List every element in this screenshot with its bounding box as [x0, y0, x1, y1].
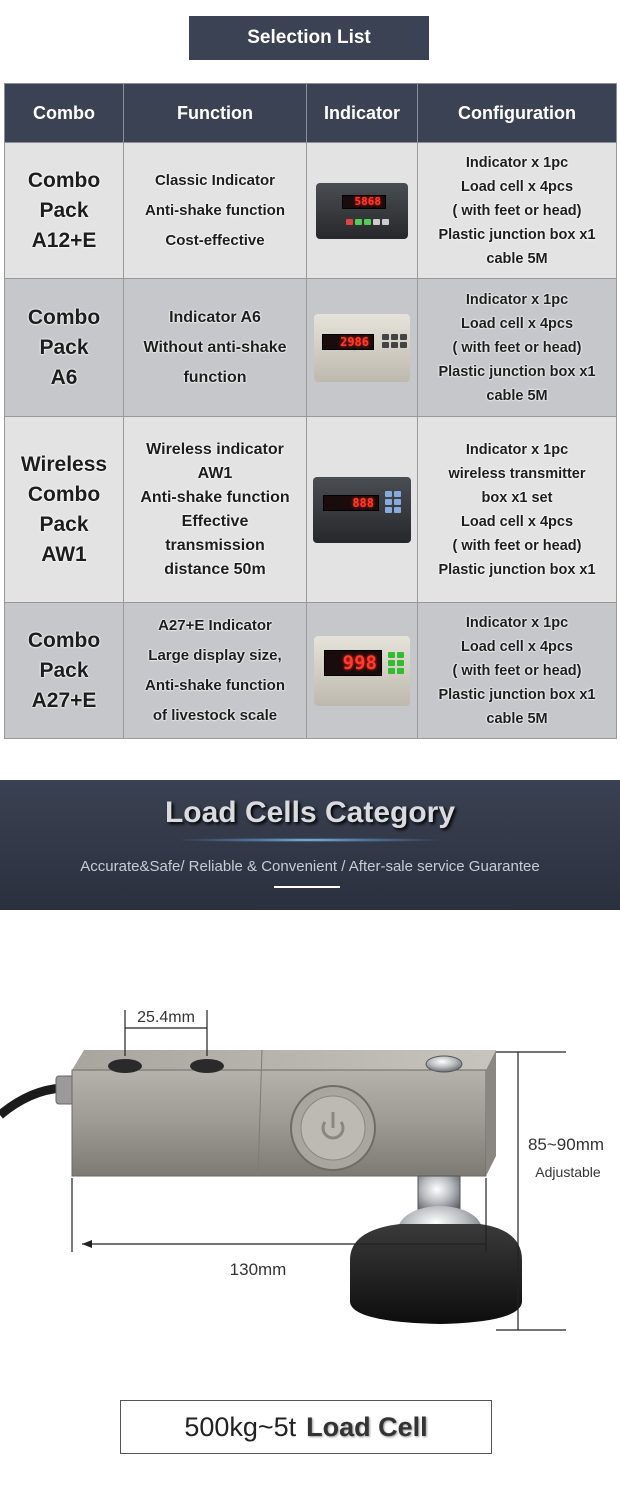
banner-title: Load Cells Category: [164, 796, 456, 829]
product-caption-box: [120, 1400, 492, 1454]
header-combo: Combo: [5, 84, 124, 143]
table-row: [5, 603, 617, 739]
key: [382, 219, 389, 225]
configuration-cell: [418, 603, 617, 739]
function-line: Classic Indicator: [154, 171, 276, 189]
config-line: Load cell x 4pcs: [460, 638, 574, 655]
key: [355, 219, 362, 225]
header-indicator: Indicator: [307, 84, 418, 143]
indicator-display: 998: [324, 650, 382, 676]
key: [385, 507, 392, 513]
key: [382, 342, 389, 348]
configuration-cell: [418, 143, 617, 279]
combo-name-cell: [5, 417, 124, 603]
indicator-image-a27e: [314, 636, 410, 706]
beam-side-face: [486, 1050, 496, 1176]
indicator-keypad: [388, 652, 404, 674]
key: [388, 652, 395, 658]
key: [385, 499, 392, 505]
load-cell-beam: [72, 1070, 486, 1176]
key: [391, 334, 398, 340]
config-line: cable 5M: [486, 710, 548, 727]
combo-name-cell: [5, 143, 124, 279]
load-cells-banner: [0, 780, 620, 910]
function-line: Without anti-shake: [143, 338, 287, 356]
indicator-image-a12e: [316, 183, 408, 239]
key: [388, 660, 395, 666]
config-line: ( with feet or head): [452, 662, 582, 679]
combo-name-line: A27+E: [31, 688, 97, 712]
combo-name-line: Wireless: [20, 452, 108, 476]
function-line: Indicator A6: [169, 308, 261, 326]
key: [397, 660, 404, 666]
indicator-display: 888: [323, 495, 379, 511]
combo-name-cell: [5, 279, 124, 417]
combo-name-line: Combo: [27, 168, 101, 192]
function-line: Large display size,: [148, 646, 282, 664]
combo-name-line: Combo: [27, 482, 101, 506]
function-line: function: [183, 368, 247, 386]
dim-arrow: [82, 1240, 92, 1248]
banner-glow-divider: [180, 838, 440, 842]
function-line: Anti-shake function: [144, 676, 285, 694]
combo-name-line: Combo: [27, 628, 101, 652]
dim-height-label: 85~90mm: [527, 1135, 605, 1154]
table-row: [5, 143, 617, 279]
selection-list-title: Selection List: [189, 16, 429, 60]
config-line: box x1 set: [481, 489, 553, 506]
combo-name-line: Pack: [39, 198, 89, 222]
config-line: Plastic junction box x1: [438, 363, 596, 380]
combo-name-line: A12+E: [31, 228, 97, 252]
indicator-cell: [307, 143, 418, 279]
key: [394, 507, 401, 513]
key: [397, 668, 404, 674]
dim-height-note: Adjustable: [535, 1164, 601, 1180]
screw-head: [426, 1056, 462, 1072]
config-line: Indicator x 1pc: [465, 441, 569, 458]
key: [400, 334, 407, 340]
config-line: wireless transmitter: [448, 465, 586, 482]
function-line: Effective: [181, 512, 249, 530]
config-line: ( with feet or head): [452, 339, 582, 356]
indicator-keypad: [385, 491, 401, 513]
config-line: Indicator x 1pc: [465, 291, 569, 308]
configuration-cell: [418, 417, 617, 603]
combo-name-line: Pack: [39, 335, 89, 359]
key: [394, 491, 401, 497]
config-line: Indicator x 1pc: [465, 614, 569, 631]
indicator-cell: [307, 417, 418, 603]
combo-name-line: Combo: [27, 305, 101, 329]
config-line: Indicator x 1pc: [465, 154, 569, 171]
load-cell-figure: [0, 930, 620, 1350]
combo-name-line: AW1: [41, 542, 87, 566]
config-line: Load cell x 4pcs: [460, 178, 574, 195]
function-cell: [124, 603, 307, 739]
combo-name-line: Pack: [39, 658, 89, 682]
product-name: Load Cell: [306, 1411, 428, 1442]
banner-underline: [274, 886, 340, 888]
mounting-hole: [108, 1059, 142, 1073]
config-line: ( with feet or head): [452, 202, 582, 219]
table-row: [5, 417, 617, 603]
function-line: AW1: [197, 464, 233, 482]
header-configuration: Configuration: [418, 84, 617, 143]
config-line: Plastic junction box x1: [438, 226, 596, 243]
combo-name-line: Pack: [39, 512, 89, 536]
combo-name-cell: [5, 603, 124, 739]
config-line: cable 5M: [486, 387, 548, 404]
dim-hole-spacing-label: 25.4mm: [137, 1009, 195, 1026]
config-line: Plastic junction box x1: [438, 686, 596, 703]
rubber-foot: [350, 1224, 522, 1324]
key: [391, 342, 398, 348]
key: [382, 334, 389, 340]
config-line: ( with feet or head): [452, 537, 582, 554]
dim-length-label: 130mm: [229, 1260, 287, 1279]
combo-name-line: A6: [50, 365, 78, 389]
key: [394, 499, 401, 505]
indicator-cell: [307, 603, 418, 739]
indicator-keypad: [382, 334, 407, 348]
key: [385, 491, 392, 497]
cable-gland: [56, 1076, 74, 1104]
function-line: of livestock scale: [152, 706, 278, 724]
indicator-image-a6: [314, 314, 410, 382]
configuration-cell: [418, 279, 617, 417]
indicator-keypad: [346, 219, 389, 225]
key: [388, 668, 395, 674]
key: [400, 342, 407, 348]
mounting-hole: [190, 1059, 224, 1073]
banner-subtitle: Accurate&Safe/ Reliable & Convenient / After-sale service Guarantee: [80, 858, 540, 875]
key: [346, 219, 353, 225]
header-function: Function: [124, 84, 307, 143]
function-line: Cost-effective: [165, 231, 265, 249]
function-line: Anti-shake function: [144, 201, 285, 219]
function-cell: [124, 417, 307, 603]
config-line: Plastic junction box x1: [438, 561, 596, 578]
indicator-cell: [307, 279, 418, 417]
key: [373, 219, 380, 225]
indicator-display: 5868: [342, 195, 386, 209]
table-row: [5, 279, 617, 417]
config-line: cable 5M: [486, 250, 548, 267]
capacity-range: 500kg~5t: [184, 1411, 297, 1442]
key: [397, 652, 404, 658]
indicator-image-aw1: [313, 477, 411, 543]
function-line: Wireless indicator: [146, 440, 284, 458]
table-header-row: [5, 84, 617, 143]
config-line: Load cell x 4pcs: [460, 315, 574, 332]
key: [364, 219, 371, 225]
config-line: Load cell x 4pcs: [460, 513, 574, 530]
function-line: Anti-shake function: [140, 488, 290, 506]
function-line: A27+E Indicator: [158, 616, 272, 634]
function-cell: [124, 279, 307, 417]
indicator-display: 2986: [322, 334, 374, 350]
function-line: transmission: [165, 536, 265, 554]
cable: [0, 1088, 62, 1115]
function-line: distance 50m: [164, 560, 266, 578]
selection-table: [4, 83, 617, 739]
function-cell: [124, 143, 307, 279]
